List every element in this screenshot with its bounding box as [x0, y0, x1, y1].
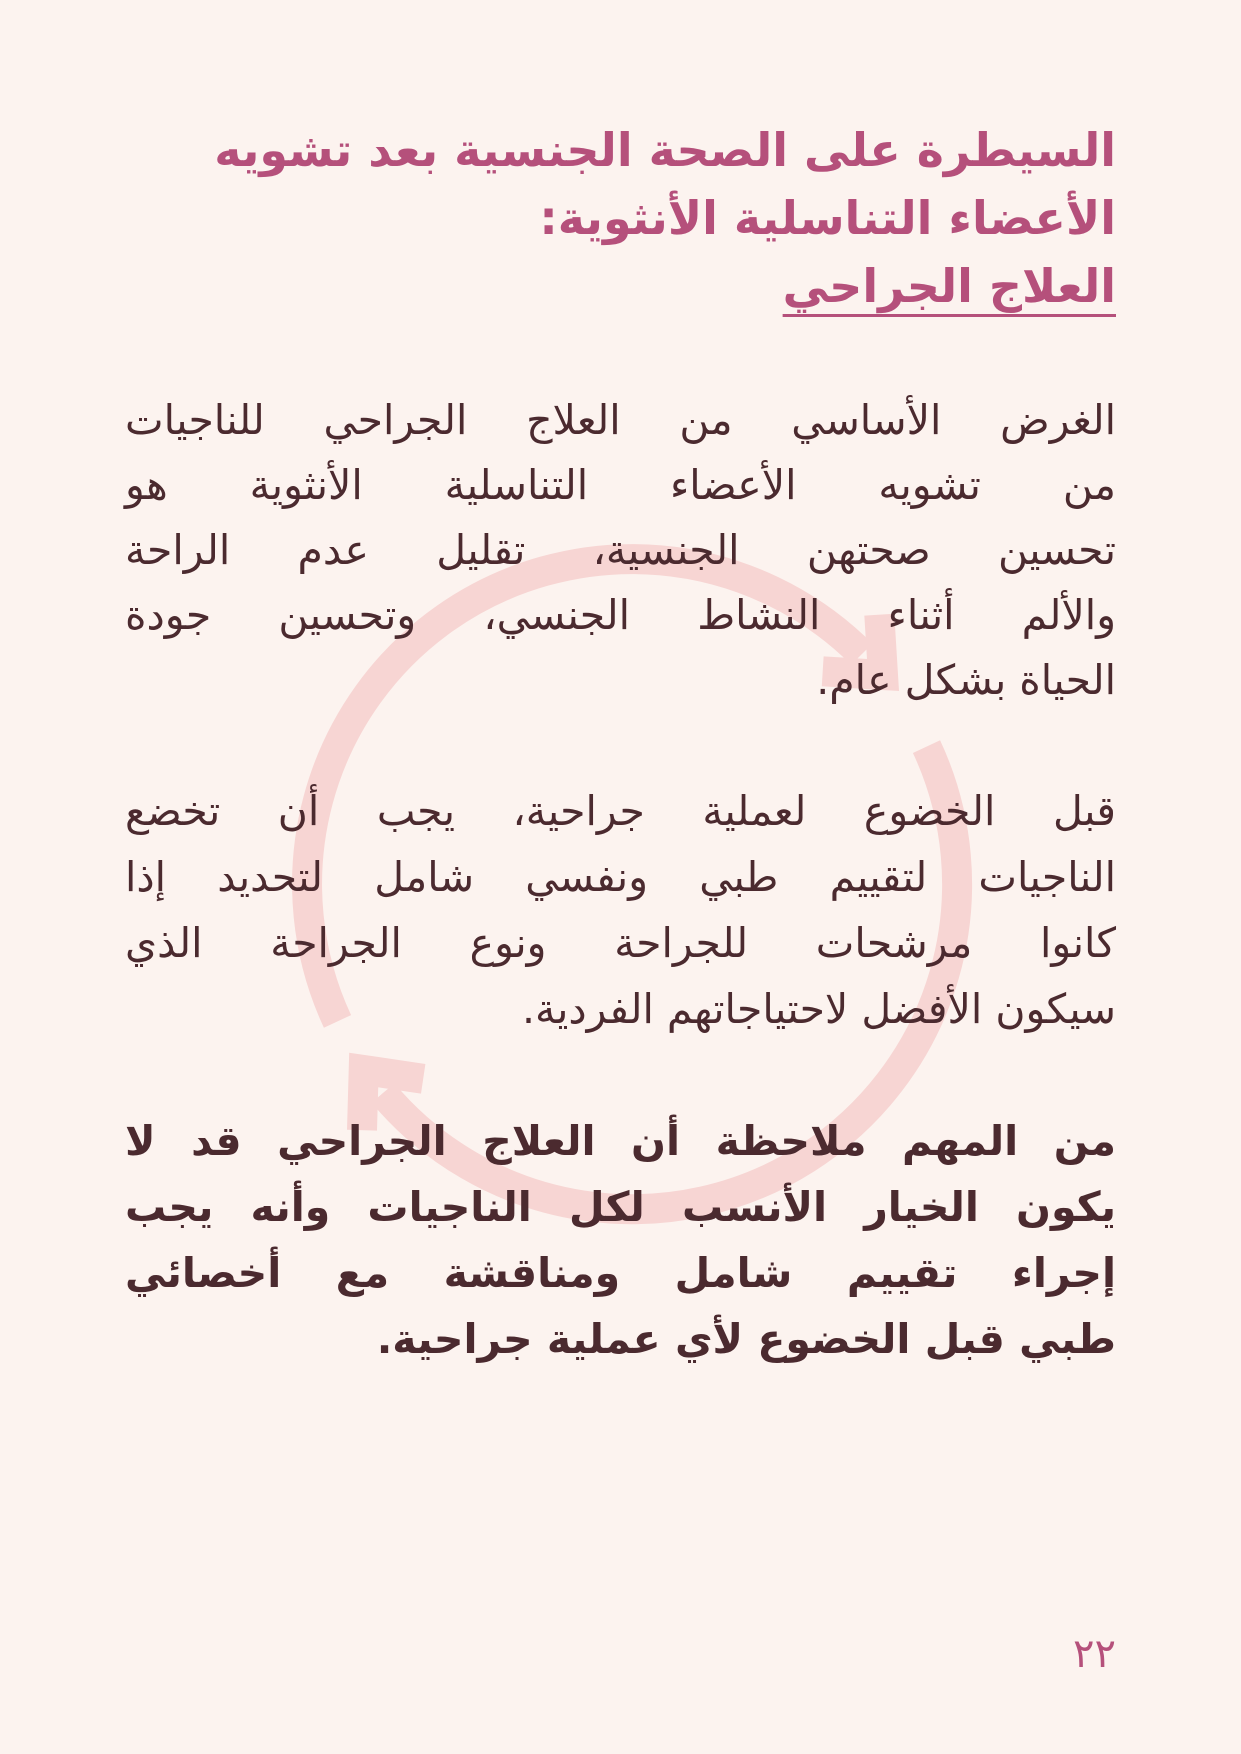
paragraph-important-note [125, 1108, 1116, 1372]
paragraph-line: والألم أثناء النشاط الجنسي، وتحسين جودة [125, 591, 1116, 639]
page-number: ٢٢ [1073, 1631, 1116, 1677]
paragraph-line: إجراء تقييم شامل ومناقشة مع أخصائي [125, 1249, 1116, 1297]
paragraph-line: الحياة بشكل عام. [816, 656, 1116, 704]
paragraph-line: يكون الخيار الأنسب لكل الناجيات وأنه يجب [125, 1183, 1116, 1231]
paragraph-evaluation [125, 778, 1116, 1042]
paragraph-line: من المهم ملاحظة أن العلاج الجراحي قد لا [125, 1117, 1116, 1165]
paragraph-line: سيكون الأفضل لاحتياجاتهم الفردية. [521, 985, 1116, 1033]
heading-line: السيطرة على الصحة الجنسية بعد تشويه [214, 123, 1116, 177]
paragraph-line: الناجيات لتقييم طبي ونفسي شامل لتحديد إذا [125, 853, 1116, 901]
paragraph-line: تحسين صحتهن الجنسية، تقليل عدم الراحة [125, 526, 1116, 574]
paragraph-line: كانوا مرشحات للجراحة ونوع الجراحة الذي [125, 919, 1116, 967]
subheading-underlined: العلاج الجراحي [782, 259, 1116, 313]
subheading-line [125, 252, 1116, 320]
paragraph-line: قبل الخضوع لعملية جراحية، يجب أن تخضع [125, 787, 1116, 835]
paragraph-purpose [125, 388, 1116, 713]
heading-line: الأعضاء التناسلية الأنثوية: [539, 191, 1116, 245]
section-heading [125, 116, 1116, 320]
paragraph-line: الغرض الأساسي من العلاج الجراحي للناجيات [125, 396, 1116, 444]
paragraph-line: طبي قبل الخضوع لأي عملية جراحية. [376, 1315, 1116, 1363]
paragraph-line: من تشويه الأعضاء التناسلية الأنثوية هو [125, 461, 1116, 509]
